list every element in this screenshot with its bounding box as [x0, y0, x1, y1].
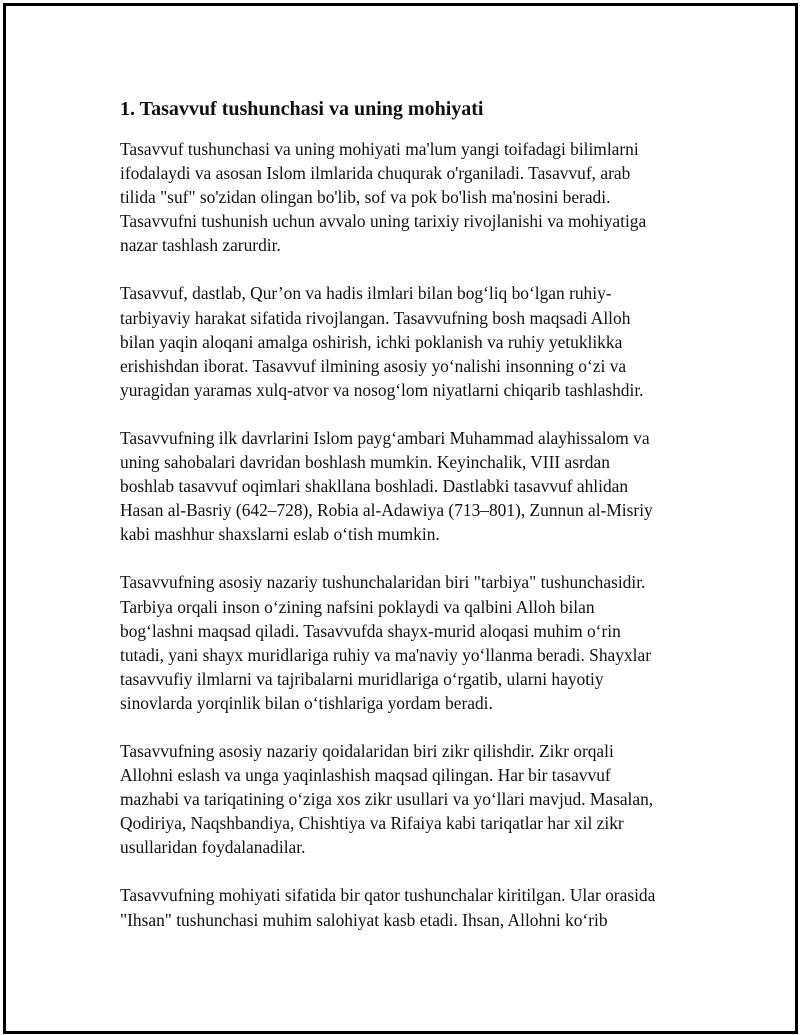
paragraph-6 [120, 883, 700, 931]
text-line: "Ihsan" tushunchasi muhim salohiyat kasb etadi. Ihsan, Allohni ko‘rib [120, 909, 608, 930]
paragraph-4 [120, 570, 700, 715]
paragraph-3 [120, 426, 700, 546]
text-line: Tasavvufning mohiyati sifatida bir qator tushunchalar kiritilgan. Ular orasida [120, 885, 656, 906]
text-line: uning sahobalari davridan boshlash mumkin. Keyinchalik, VIII asrdan [120, 452, 610, 473]
text-line: Hasan al-Basriy (642–728), Robia al-Adawiya (713–801), Zunnun al-Misriy [120, 500, 653, 521]
paragraph-1 [120, 137, 700, 257]
text-line: nazar tashlash zarurdir. [120, 235, 281, 256]
text-line: kabi mashhur shaxslarni eslab o‘tish mumkin. [120, 524, 440, 545]
text-line: bilan yaqin aloqani amalga oshirish, ichki poklanish va ruhiy yetuklikka [120, 331, 623, 352]
text-line: Tasavvufning asosiy nazariy tushunchalaridan biri "tarbiya" tushunchasidir. [120, 572, 646, 593]
text-line: tutadi, yani shayx muridlariga ruhiy va ma'naviy yo‘llanma beradi. Shayxlar [120, 644, 651, 665]
section-heading: 1. Tasavvuf tushunchasi va uning mohiyati [120, 98, 484, 120]
text-line: erishishdan iborat. Tasavvuf ilmining asosiy yo‘nalishi insonning o‘zi va [120, 355, 627, 376]
text-line: Allohni eslash va unga yaqinlashish maqsad qilingan. Har bir tasavvuf [120, 765, 611, 786]
text-line: ifodalaydi va asosan Islom ilmlarida chuqurak o'rganiladi. Tasavvuf, arab [120, 163, 631, 184]
text-line: Tasavvufni tushunish uchun avvalo uning tarixiy rivojlanishi va mohiyatiga [120, 211, 647, 232]
page-frame [3, 3, 798, 1034]
paragraph-5 [120, 739, 700, 859]
text-line: mazhabi va tariqatining o‘ziga xos zikr usullari va yo‘llari mavjud. Masalan, [120, 789, 654, 810]
text-line: tasavvufiy ilmlarni va tajribalarni muridlariga o‘rgatib, ularni hayotiy [120, 668, 604, 689]
text-line: Qodiriya, Naqshbandiya, Chishtiya va Rifaiya kabi tariqatlar har xil zikr [120, 813, 624, 834]
text-line: Tasavvuf tushunchasi va uning mohiyati ma'lum yangi toifadagi bilimlarni [120, 139, 639, 159]
text-line: Tarbiya orqali inson o‘zining nafsini poklaydi va qalbini Alloh bilan [120, 596, 595, 617]
text-line: tarbiyaviy harakat sifatida rivojlangan. Tasavvufning bosh maqsadi Alloh [120, 307, 631, 328]
text-line: sinovlarda yorqinlik bilan o‘tishlariga yordam beradi. [120, 692, 493, 713]
text-line: Tasavvufning asosiy nazariy qoidalaridan biri zikr qilishdir. Zikr orqali [120, 740, 614, 761]
document-body [120, 97, 700, 956]
text-line: usullaridan foydalanadilar. [120, 837, 306, 858]
text-line: bog‘lashni maqsad qiladi. Tasavvufda shayx-murid aloqasi muhim o‘rin [120, 620, 621, 641]
text-line: tilida "suf" so'zidan olingan bo'lib, sof va pok bo'lish ma'nosini beradi. [120, 187, 611, 208]
text-line: Tasavvufning ilk davrlarini Islom payg‘ambari Muhammad alayhissalom va [120, 427, 650, 448]
text-line: Tasavvuf, dastlab, Qur’on va hadis ilmlari bilan bog‘liq bo‘lgan ruhiy- [120, 283, 612, 304]
paragraph-2 [120, 281, 700, 401]
text-line: yuragidan yaramas xulq-atvor va nosog‘lom niyatlarni chiqarib tashlashdir. [120, 379, 644, 400]
text-line: boshlab tasavvuf oqimlari shakllana boshladi. Dastlabki tasavvuf ahlidan [120, 476, 629, 497]
